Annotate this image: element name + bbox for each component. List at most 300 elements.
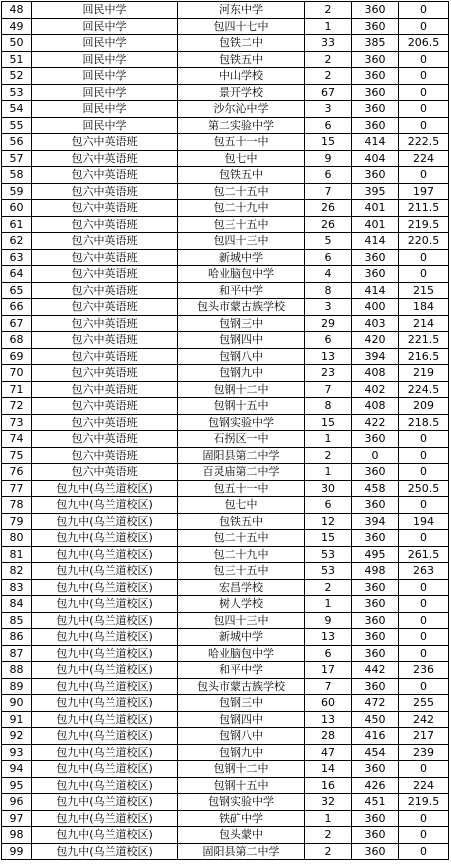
min-score-cell: 216.5 — [399, 348, 449, 365]
min-score-cell: 255 — [399, 695, 449, 712]
admitting-school-cell: 包九中(乌兰道校区) — [32, 596, 178, 613]
source-school-cell: 包铁五中 — [178, 51, 305, 68]
admitting-school-cell: 包六中英语班 — [32, 332, 178, 349]
table-row — [2, 728, 449, 745]
max-score-cell: 401 — [352, 200, 399, 217]
source-school-cell: 包头市蒙古族学校 — [178, 299, 305, 316]
min-score-cell: 0 — [399, 761, 449, 778]
table-row — [2, 233, 449, 250]
count-cell: 2 — [305, 827, 352, 844]
row-number-cell: 77 — [2, 480, 32, 497]
source-school-cell: 包钢八中 — [178, 728, 305, 745]
max-score-cell: 472 — [352, 695, 399, 712]
count-cell: 67 — [305, 84, 352, 101]
row-number-cell: 85 — [2, 612, 32, 629]
data-table — [1, 1, 449, 860]
min-score-cell: 239 — [399, 744, 449, 761]
table-row — [2, 546, 449, 563]
max-score-cell: 450 — [352, 711, 399, 728]
count-cell: 6 — [305, 117, 352, 134]
row-number-cell: 62 — [2, 233, 32, 250]
row-number-cell: 82 — [2, 563, 32, 580]
table-row — [2, 68, 449, 85]
count-cell: 17 — [305, 662, 352, 679]
table-row — [2, 2, 449, 19]
count-cell: 6 — [305, 645, 352, 662]
admitting-school-cell: 包六中英语班 — [32, 447, 178, 464]
row-number-cell: 53 — [2, 84, 32, 101]
admitting-school-cell: 包六中英语班 — [32, 233, 178, 250]
source-school-cell: 包七中 — [178, 150, 305, 167]
row-number-cell: 65 — [2, 282, 32, 299]
min-score-cell: 0 — [399, 629, 449, 646]
row-number-cell: 60 — [2, 200, 32, 217]
table-row — [2, 348, 449, 365]
source-school-cell: 包钢四中 — [178, 711, 305, 728]
max-score-cell: 414 — [352, 282, 399, 299]
row-number-cell: 57 — [2, 150, 32, 167]
min-score-cell: 184 — [399, 299, 449, 316]
admitting-school-cell: 包六中英语班 — [32, 183, 178, 200]
table-row — [2, 447, 449, 464]
row-number-cell: 70 — [2, 365, 32, 382]
count-cell: 5 — [305, 233, 352, 250]
count-cell: 15 — [305, 134, 352, 151]
count-cell: 2 — [305, 2, 352, 19]
source-school-cell: 包钢九中 — [178, 365, 305, 382]
table-row — [2, 513, 449, 530]
max-score-cell: 458 — [352, 480, 399, 497]
table-row — [2, 695, 449, 712]
table-row — [2, 332, 449, 349]
count-cell: 2 — [305, 447, 352, 464]
max-score-cell: 360 — [352, 117, 399, 134]
source-school-cell: 包头市蒙古族学校 — [178, 678, 305, 695]
admitting-school-cell: 包六中英语班 — [32, 315, 178, 332]
table-row — [2, 183, 449, 200]
source-school-cell: 包钢实验中学 — [178, 794, 305, 811]
min-score-cell: 221.5 — [399, 332, 449, 349]
source-school-cell: 包四十三中 — [178, 233, 305, 250]
admitting-school-cell: 回民中学 — [32, 35, 178, 52]
row-number-cell: 61 — [2, 216, 32, 233]
min-score-cell: 224 — [399, 777, 449, 794]
count-cell: 26 — [305, 200, 352, 217]
min-score-cell: 0 — [399, 678, 449, 695]
source-school-cell: 包五十一中 — [178, 134, 305, 151]
row-number-cell: 98 — [2, 827, 32, 844]
row-number-cell: 88 — [2, 662, 32, 679]
min-score-cell: 224.5 — [399, 381, 449, 398]
count-cell: 2 — [305, 51, 352, 68]
min-score-cell: 0 — [399, 249, 449, 266]
row-number-cell: 84 — [2, 596, 32, 613]
table-row — [2, 464, 449, 481]
admitting-school-cell: 包六中英语班 — [32, 431, 178, 448]
row-number-cell: 67 — [2, 315, 32, 332]
admitting-school-cell: 包九中(乌兰道校区) — [32, 480, 178, 497]
row-number-cell: 86 — [2, 629, 32, 646]
count-cell: 3 — [305, 101, 352, 118]
admitting-school-cell: 包九中(乌兰道校区) — [32, 761, 178, 778]
table-row — [2, 711, 449, 728]
admitting-school-cell: 回民中学 — [32, 51, 178, 68]
count-cell: 4 — [305, 266, 352, 283]
max-score-cell: 416 — [352, 728, 399, 745]
admitting-school-cell: 回民中学 — [32, 18, 178, 35]
source-school-cell: 包二十五中 — [178, 183, 305, 200]
admitting-school-cell: 包九中(乌兰道校区) — [32, 546, 178, 563]
min-score-cell: 224 — [399, 150, 449, 167]
min-score-cell: 0 — [399, 612, 449, 629]
admitting-school-cell: 包六中英语班 — [32, 150, 178, 167]
count-cell: 7 — [305, 678, 352, 695]
max-score-cell: 360 — [352, 530, 399, 547]
min-score-cell: 217 — [399, 728, 449, 745]
max-score-cell: 360 — [352, 761, 399, 778]
min-score-cell: 214 — [399, 315, 449, 332]
row-number-cell: 80 — [2, 530, 32, 547]
row-number-cell: 64 — [2, 266, 32, 283]
table-row — [2, 51, 449, 68]
max-score-cell: 394 — [352, 348, 399, 365]
admitting-school-cell: 回民中学 — [32, 117, 178, 134]
admitting-school-cell: 包六中英语班 — [32, 299, 178, 316]
source-school-cell: 宏昌学校 — [178, 579, 305, 596]
source-school-cell: 和平中学 — [178, 662, 305, 679]
table-row — [2, 35, 449, 52]
source-school-cell: 包钢九中 — [178, 744, 305, 761]
admitting-school-cell: 回民中学 — [32, 84, 178, 101]
row-number-cell: 95 — [2, 777, 32, 794]
count-cell: 12 — [305, 513, 352, 530]
row-number-cell: 99 — [2, 843, 32, 860]
max-score-cell: 360 — [352, 629, 399, 646]
min-score-cell: 209 — [399, 398, 449, 415]
min-score-cell: 0 — [399, 447, 449, 464]
min-score-cell: 0 — [399, 827, 449, 844]
max-score-cell: 408 — [352, 365, 399, 382]
row-number-cell: 91 — [2, 711, 32, 728]
min-score-cell: 206.5 — [399, 35, 449, 52]
count-cell: 9 — [305, 612, 352, 629]
min-score-cell: 0 — [399, 645, 449, 662]
max-score-cell: 360 — [352, 2, 399, 19]
table-row — [2, 810, 449, 827]
min-score-cell: 0 — [399, 18, 449, 35]
source-school-cell: 包铁五中 — [178, 167, 305, 184]
min-score-cell: 0 — [399, 266, 449, 283]
max-score-cell: 385 — [352, 35, 399, 52]
table-row — [2, 299, 449, 316]
max-score-cell: 420 — [352, 332, 399, 349]
min-score-cell: 0 — [399, 101, 449, 118]
table-body — [2, 2, 449, 860]
admitting-school-cell: 包六中英语班 — [32, 266, 178, 283]
max-score-cell: 360 — [352, 18, 399, 35]
row-number-cell: 94 — [2, 761, 32, 778]
table-row — [2, 150, 449, 167]
max-score-cell: 360 — [352, 249, 399, 266]
table-row — [2, 563, 449, 580]
source-school-cell: 哈业脑包中学 — [178, 645, 305, 662]
admitting-school-cell: 包九中(乌兰道校区) — [32, 629, 178, 646]
count-cell: 32 — [305, 794, 352, 811]
table-row — [2, 612, 449, 629]
min-score-cell: 194 — [399, 513, 449, 530]
source-school-cell: 包钢八中 — [178, 348, 305, 365]
max-score-cell: 360 — [352, 596, 399, 613]
table-row — [2, 497, 449, 514]
table-row — [2, 794, 449, 811]
max-score-cell: 360 — [352, 810, 399, 827]
max-score-cell: 360 — [352, 843, 399, 860]
row-number-cell: 78 — [2, 497, 32, 514]
table-row — [2, 84, 449, 101]
source-school-cell: 树人学校 — [178, 596, 305, 613]
max-score-cell: 360 — [352, 167, 399, 184]
row-number-cell: 97 — [2, 810, 32, 827]
count-cell: 6 — [305, 249, 352, 266]
table-row — [2, 579, 449, 596]
table-row — [2, 266, 449, 283]
source-school-cell: 包三十五中 — [178, 216, 305, 233]
admitting-school-cell: 包九中(乌兰道校区) — [32, 827, 178, 844]
count-cell: 3 — [305, 299, 352, 316]
row-number-cell: 79 — [2, 513, 32, 530]
source-school-cell: 包铁二中 — [178, 35, 305, 52]
max-score-cell: 360 — [352, 51, 399, 68]
admitting-school-cell: 包九中(乌兰道校区) — [32, 497, 178, 514]
max-score-cell: 442 — [352, 662, 399, 679]
row-number-cell: 96 — [2, 794, 32, 811]
admitting-school-cell: 包九中(乌兰道校区) — [32, 695, 178, 712]
row-number-cell: 83 — [2, 579, 32, 596]
table-row — [2, 200, 449, 217]
max-score-cell: 360 — [352, 645, 399, 662]
table-row — [2, 431, 449, 448]
max-score-cell: 403 — [352, 315, 399, 332]
max-score-cell: 495 — [352, 546, 399, 563]
max-score-cell: 408 — [352, 398, 399, 415]
count-cell: 60 — [305, 695, 352, 712]
max-score-cell: 360 — [352, 266, 399, 283]
count-cell: 1 — [305, 464, 352, 481]
row-number-cell: 54 — [2, 101, 32, 118]
source-school-cell: 新城中学 — [178, 629, 305, 646]
source-school-cell: 景开学校 — [178, 84, 305, 101]
admitting-school-cell: 包九中(乌兰道校区) — [32, 513, 178, 530]
max-score-cell: 0 — [352, 447, 399, 464]
table-row — [2, 827, 449, 844]
count-cell: 30 — [305, 480, 352, 497]
source-school-cell: 哈业脑包中学 — [178, 266, 305, 283]
table-row — [2, 18, 449, 35]
min-score-cell: 222.5 — [399, 134, 449, 151]
table-row — [2, 645, 449, 662]
source-school-cell: 包钢四中 — [178, 332, 305, 349]
table-row — [2, 134, 449, 151]
count-cell: 13 — [305, 348, 352, 365]
row-number-cell: 50 — [2, 35, 32, 52]
max-score-cell: 360 — [352, 431, 399, 448]
max-score-cell: 426 — [352, 777, 399, 794]
count-cell: 7 — [305, 381, 352, 398]
row-number-cell: 71 — [2, 381, 32, 398]
table-row — [2, 282, 449, 299]
count-cell: 2 — [305, 843, 352, 860]
row-number-cell: 72 — [2, 398, 32, 415]
admitting-school-cell: 包九中(乌兰道校区) — [32, 662, 178, 679]
row-number-cell: 89 — [2, 678, 32, 695]
table-row — [2, 530, 449, 547]
count-cell: 15 — [305, 530, 352, 547]
count-cell: 47 — [305, 744, 352, 761]
table-row — [2, 761, 449, 778]
table-row — [2, 480, 449, 497]
row-number-cell: 87 — [2, 645, 32, 662]
count-cell: 23 — [305, 365, 352, 382]
admitting-school-cell: 包六中英语班 — [32, 134, 178, 151]
max-score-cell: 360 — [352, 612, 399, 629]
max-score-cell: 451 — [352, 794, 399, 811]
count-cell: 8 — [305, 282, 352, 299]
row-number-cell: 49 — [2, 18, 32, 35]
row-number-cell: 63 — [2, 249, 32, 266]
source-school-cell: 包钢十二中 — [178, 381, 305, 398]
table-row — [2, 365, 449, 382]
admitting-school-cell: 包六中英语班 — [32, 249, 178, 266]
row-number-cell: 90 — [2, 695, 32, 712]
admitting-school-cell: 包九中(乌兰道校区) — [32, 777, 178, 794]
max-score-cell: 401 — [352, 216, 399, 233]
count-cell: 1 — [305, 18, 352, 35]
source-school-cell: 包钢三中 — [178, 315, 305, 332]
source-school-cell: 中山学校 — [178, 68, 305, 85]
min-score-cell: 263 — [399, 563, 449, 580]
source-school-cell: 包五十一中 — [178, 480, 305, 497]
max-score-cell: 360 — [352, 827, 399, 844]
admitting-school-cell: 包九中(乌兰道校区) — [32, 843, 178, 860]
min-score-cell: 0 — [399, 579, 449, 596]
admitting-school-cell: 包九中(乌兰道校区) — [32, 744, 178, 761]
row-number-cell: 59 — [2, 183, 32, 200]
row-number-cell: 74 — [2, 431, 32, 448]
count-cell: 6 — [305, 497, 352, 514]
admitting-school-cell: 包六中英语班 — [32, 398, 178, 415]
max-score-cell: 360 — [352, 497, 399, 514]
max-score-cell: 404 — [352, 150, 399, 167]
admitting-school-cell: 包九中(乌兰道校区) — [32, 645, 178, 662]
min-score-cell: 0 — [399, 51, 449, 68]
min-score-cell: 219 — [399, 365, 449, 382]
table-row — [2, 414, 449, 431]
source-school-cell: 第二实验中学 — [178, 117, 305, 134]
row-number-cell: 92 — [2, 728, 32, 745]
max-score-cell: 402 — [352, 381, 399, 398]
max-score-cell: 454 — [352, 744, 399, 761]
table-row — [2, 744, 449, 761]
admitting-school-cell: 包六中英语班 — [32, 414, 178, 431]
source-school-cell: 新城中学 — [178, 249, 305, 266]
source-school-cell: 包钢三中 — [178, 695, 305, 712]
count-cell: 53 — [305, 563, 352, 580]
count-cell: 29 — [305, 315, 352, 332]
min-score-cell: 219.5 — [399, 794, 449, 811]
count-cell: 6 — [305, 167, 352, 184]
source-school-cell: 和平中学 — [178, 282, 305, 299]
count-cell: 53 — [305, 546, 352, 563]
source-school-cell: 包钢十二中 — [178, 761, 305, 778]
min-score-cell: 0 — [399, 68, 449, 85]
admitting-school-cell: 包六中英语班 — [32, 167, 178, 184]
admitting-school-cell: 包六中英语班 — [32, 200, 178, 217]
source-school-cell: 石拐区一中 — [178, 431, 305, 448]
count-cell: 13 — [305, 629, 352, 646]
source-school-cell: 固阳县第二中学 — [178, 843, 305, 860]
count-cell: 16 — [305, 777, 352, 794]
max-score-cell: 360 — [352, 464, 399, 481]
count-cell: 1 — [305, 431, 352, 448]
min-score-cell: 0 — [399, 810, 449, 827]
row-number-cell: 76 — [2, 464, 32, 481]
source-school-cell: 包铁五中 — [178, 513, 305, 530]
admitting-school-cell: 包九中(乌兰道校区) — [32, 612, 178, 629]
source-school-cell: 包四十三中 — [178, 612, 305, 629]
count-cell: 13 — [305, 711, 352, 728]
count-cell: 1 — [305, 810, 352, 827]
table-row — [2, 843, 449, 860]
min-score-cell: 0 — [399, 596, 449, 613]
row-number-cell: 51 — [2, 51, 32, 68]
min-score-cell: 211.5 — [399, 200, 449, 217]
admitting-school-cell: 包九中(乌兰道校区) — [32, 794, 178, 811]
admitting-school-cell: 包九中(乌兰道校区) — [32, 728, 178, 745]
table-row — [2, 629, 449, 646]
count-cell: 8 — [305, 398, 352, 415]
source-school-cell: 固阳县第二中学 — [178, 447, 305, 464]
row-number-cell: 81 — [2, 546, 32, 563]
count-cell: 9 — [305, 150, 352, 167]
admitting-school-cell: 回民中学 — [32, 2, 178, 19]
admitting-school-cell: 包九中(乌兰道校区) — [32, 810, 178, 827]
admitting-school-cell: 包六中英语班 — [32, 365, 178, 382]
source-school-cell: 包二十五中 — [178, 530, 305, 547]
admitting-school-cell: 包六中英语班 — [32, 464, 178, 481]
min-score-cell: 219.5 — [399, 216, 449, 233]
min-score-cell: 0 — [399, 843, 449, 860]
source-school-cell: 沙尔沁中学 — [178, 101, 305, 118]
min-score-cell: 0 — [399, 2, 449, 19]
source-school-cell: 铁矿中学 — [178, 810, 305, 827]
max-score-cell: 360 — [352, 84, 399, 101]
count-cell: 33 — [305, 35, 352, 52]
count-cell: 26 — [305, 216, 352, 233]
source-school-cell: 包七中 — [178, 497, 305, 514]
source-school-cell: 包钢实验中学 — [178, 414, 305, 431]
admitting-school-cell: 包九中(乌兰道校区) — [32, 563, 178, 580]
row-number-cell: 73 — [2, 414, 32, 431]
table-row — [2, 596, 449, 613]
table-row — [2, 117, 449, 134]
count-cell: 28 — [305, 728, 352, 745]
count-cell: 2 — [305, 68, 352, 85]
table-row — [2, 398, 449, 415]
count-cell: 15 — [305, 414, 352, 431]
row-number-cell: 48 — [2, 2, 32, 19]
max-score-cell: 360 — [352, 68, 399, 85]
table-row — [2, 678, 449, 695]
